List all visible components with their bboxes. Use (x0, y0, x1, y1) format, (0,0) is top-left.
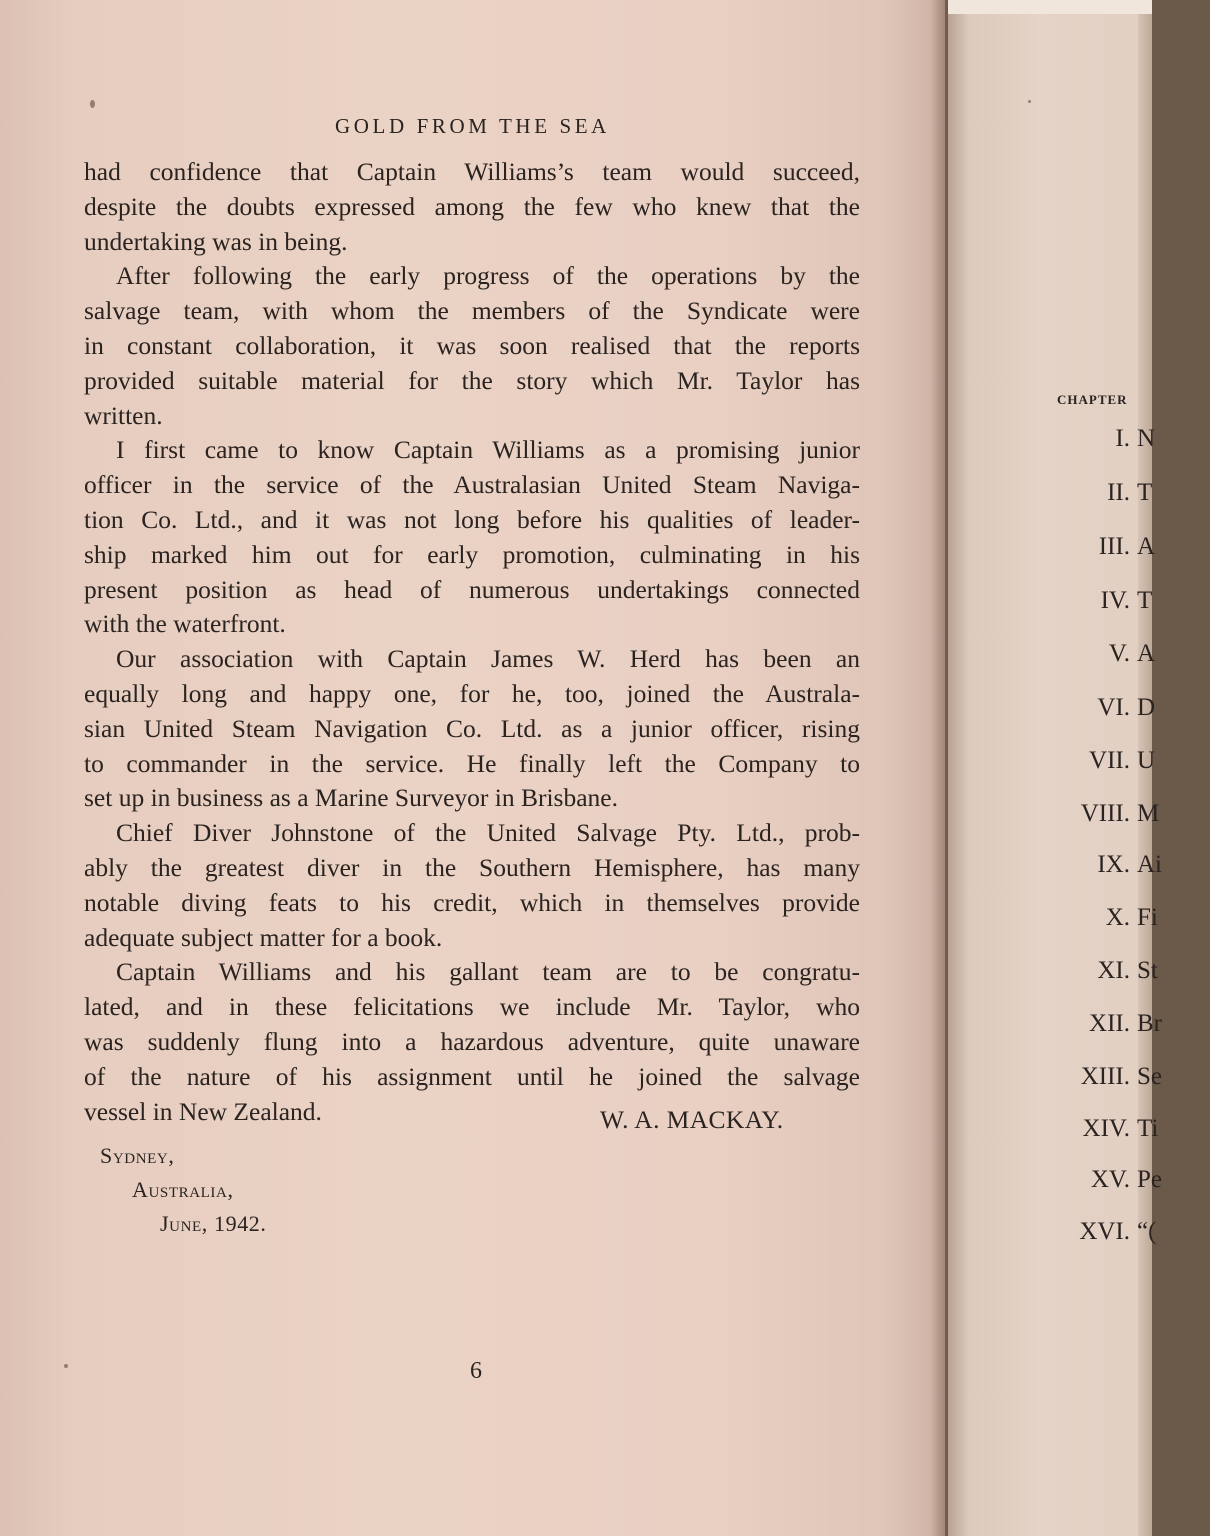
date-line: June, 1942. (160, 1211, 267, 1236)
text-line: had confidence that Captain Williams’s team would succeed, (84, 157, 860, 186)
toc-title: Fi (1137, 904, 1158, 931)
toc-entry (1010, 1166, 1210, 1206)
toc-title: T (1137, 587, 1153, 614)
toc-entry (1010, 533, 1210, 573)
toc-entry (1010, 694, 1210, 734)
toc-title: A (1137, 533, 1156, 560)
page-number: 6 (470, 1358, 482, 1384)
toc-entry (1010, 747, 1210, 787)
text-line: provided suitable material for the story which Mr. Taylor has (84, 365, 860, 395)
toc-number: VII. (1089, 747, 1130, 774)
toc-number: X. (1105, 904, 1130, 931)
toc-number: IV. (1100, 587, 1130, 614)
text-line: officer in the service of the Australasian United Steam Naviga- (84, 470, 860, 500)
text-line: ably the greatest diver in the Southern Hemisphere, has many (84, 852, 860, 882)
toc-number: XV. (1090, 1166, 1130, 1193)
toc-entry (1010, 1218, 1210, 1258)
toc-number: III. (1098, 533, 1130, 560)
toc-entry (1010, 1115, 1210, 1155)
running-head: GOLD FROM THE SEA (335, 114, 610, 138)
text-line: Our association with Captain James W. Herd has been an (116, 644, 860, 674)
toc-number: XIII. (1080, 1063, 1130, 1090)
text-line: ship marked him out for early promotion, culminating in his (84, 539, 860, 569)
toc-number: VI. (1097, 694, 1130, 721)
chapter-label: CHAPTER (1057, 392, 1128, 407)
body-text (84, 155, 860, 1129)
toc-title: Br (1137, 1010, 1162, 1037)
signature: W. A. MACKAY. (600, 1105, 784, 1134)
toc-title: Ti (1137, 1115, 1159, 1142)
text-line: lated, and in these felicitations we include Mr. Taylor, who (84, 992, 860, 1022)
toc-number: V. (1108, 640, 1130, 667)
text-line: Captain Williams and his gallant team are to be congratu- (116, 957, 860, 987)
text-line: vessel in New Zealand. (84, 1096, 322, 1126)
text-line: tion Co. Ltd., and it was not long before his qualities of leader- (84, 504, 860, 534)
toc-entry (1010, 640, 1210, 680)
text-line: notable diving feats to his credit, which in themselves provide (84, 887, 860, 917)
top-paper-edge (948, 0, 1152, 14)
toc-entry (1010, 1063, 1210, 1103)
text-line: was suddenly flung into a hazardous adventure, quite unaware (84, 1026, 860, 1056)
ink-mark (90, 100, 95, 108)
toc-title: D (1137, 694, 1156, 721)
toc-number: XI. (1097, 957, 1130, 984)
toc-number: VIII. (1080, 800, 1130, 827)
toc-title: “( (1137, 1218, 1157, 1245)
text-line: written. (84, 400, 163, 430)
text-line: I first came to know Captain Williams as a promising junior (116, 435, 860, 465)
toc-entry (1010, 957, 1210, 997)
text-line: sian United Steam Navigation Co. Ltd. as a junior officer, rising (84, 713, 860, 743)
ink-mark (64, 1364, 68, 1368)
toc-title: A (1137, 640, 1156, 667)
toc-title: T (1137, 479, 1153, 506)
place-line: Australia, (132, 1177, 234, 1202)
toc-title: St (1137, 957, 1158, 984)
toc-title: Pe (1137, 1166, 1162, 1193)
text-line: despite the doubts expressed among the few who knew that the (84, 191, 860, 221)
toc-number: XII. (1089, 1010, 1130, 1037)
text-line: of the nature of his assignment until he joined the salvage (84, 1061, 860, 1091)
toc-number: I. (1115, 425, 1130, 452)
toc-title: Ai (1137, 851, 1162, 878)
text-line: set up in business as a Marine Surveyor in Brisbane. (84, 783, 618, 813)
text-line: After following the early progress of the operations by the (116, 261, 860, 291)
text-line: with the waterfront. (84, 609, 286, 639)
toc-title: Se (1137, 1063, 1162, 1090)
text-line: to commander in the service. He finally left the Company to (84, 748, 860, 778)
text-line: equally long and happy one, for he, too, joined the Australa- (84, 678, 860, 708)
toc-number: II. (1107, 479, 1130, 506)
text-line: salvage team, with whom the members of the Syndicate were (84, 296, 860, 326)
place-line: Sydney, (100, 1143, 175, 1168)
ink-mark (1028, 100, 1031, 103)
text-line: adequate subject matter for a book. (84, 922, 443, 952)
toc-entry (1010, 800, 1210, 840)
text-line: undertaking was in being. (84, 226, 348, 256)
toc-number: IX. (1097, 851, 1130, 878)
toc-entry (1010, 1010, 1210, 1050)
toc-title: U (1137, 747, 1156, 774)
toc-entry (1010, 587, 1210, 627)
toc-entry (1010, 479, 1210, 519)
toc-number: XVI. (1079, 1218, 1130, 1245)
toc-title: N (1137, 425, 1156, 452)
text-line: in constant collaboration, it was soon realised that the reports (84, 330, 860, 360)
toc-entry (1010, 904, 1210, 944)
text-line: Chief Diver Johnstone of the United Salvage Pty. Ltd., prob- (116, 818, 860, 848)
toc-title: M (1137, 800, 1160, 827)
toc-number: XIV. (1082, 1115, 1130, 1142)
toc-entry (1010, 851, 1210, 891)
text-line: present position as head of numerous undertakings connected (84, 574, 860, 604)
toc-entry (1010, 425, 1210, 465)
